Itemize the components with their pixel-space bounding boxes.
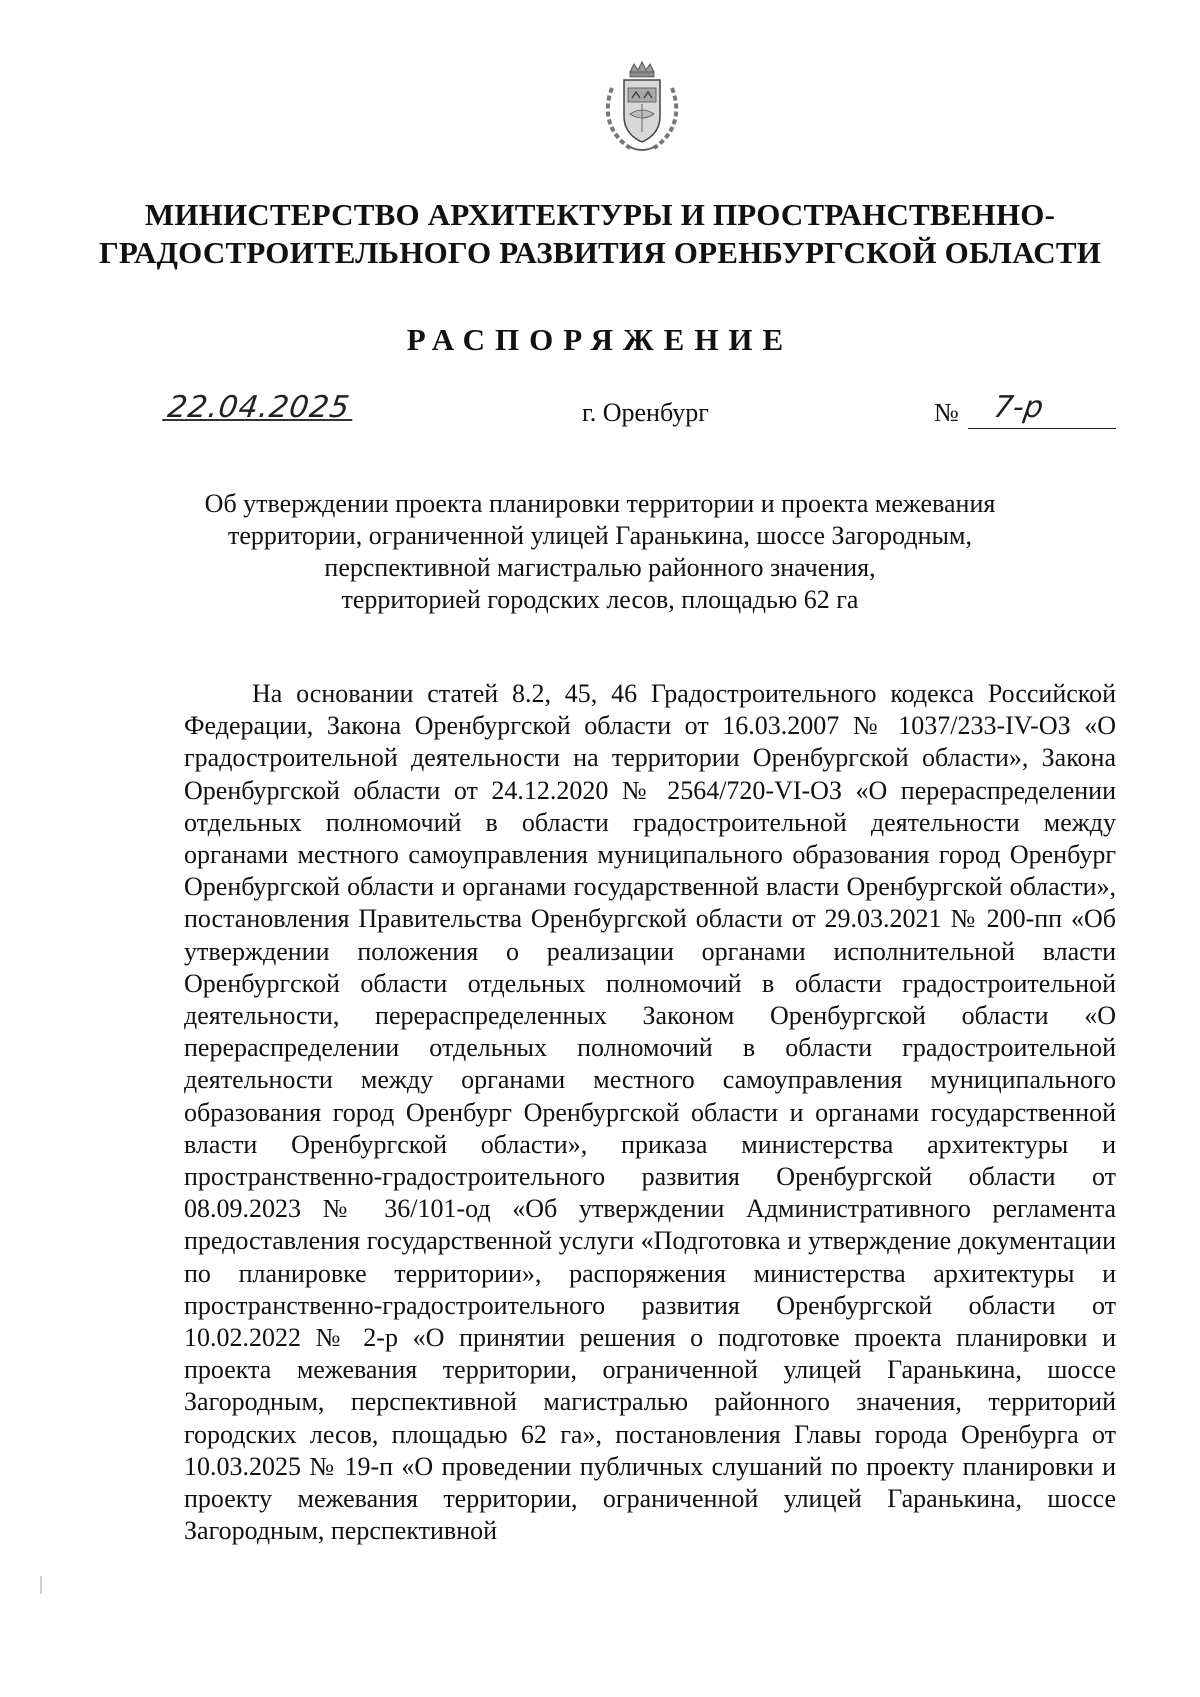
- subject-line-1: Об утверждении проекта планировки территории и проекта межевания: [204, 489, 996, 518]
- subject-line-3: перспективной магистралью районного значения,: [324, 553, 876, 582]
- document-city: г. Оренбург: [582, 398, 709, 427]
- subject-line-4: территорией городских лесов, площадью 62 га: [341, 585, 859, 614]
- document-date: 22.04.2025: [165, 390, 353, 425]
- ministry-title-line-1: МИНИСТЕРСТВО АРХИТЕКТУРЫ И ПРОСТРАНСТВЕННО-: [144, 197, 1056, 232]
- number-sign: №: [934, 398, 959, 427]
- body-paragraph: На основании статей 8.2, 45, 46 Градостроительного кодекса Российской Федерации, Закона Оренбургской области от 16.03.2007 № 1037/233-IV-ОЗ «О градостроительной деятельности на территории Оренбургской области», Закона Оренбургской области от 24.12.2020 № 2564/720-VI-ОЗ «О перераспределении отдельных полномочий в области градостроительной деятельности между органами местного самоуправления муниципального образования город Оренбург Оренбургской области и органами государственной власти Оренбургской области», постановления Правительства Оренбургской области от 29.03.2021 № 200-пп «Об утверждении положения о реализации органами исполнительной власти Оренбургской области отдельных полномочий в области градостроительной деятельности, перераспределенных Законом Оренбургской области «О перераспределении отдельных полномочий в области градостроительной деятельности между органами местного самоуправления муниципального образования город Оренбург Оренбургской области и органами государственной власти Оренбургской области», приказа министерства архитектуры и пространственно-градостроительного развития Оренбургской области от 08.09.2023 № 36/101-од «Об утверждении Административного регламента предоставления государственной услуги «Подготовка и утверждение документации по планировке территории», распоряжения министерства архитектуры и пространственно-градостроительного развития Оренбургской области от 10.02.2022 № 2-р «О принятии решения о подготовке проекта планировки и проекта межевания территории, ограниченной улицей Гаранькина, шоссе Загородным, перспективной магистралью районного значения, территорий городских лесов, площадью 62 га», постановления Главы города Оренбурга от 10.03.2025 № 19-п «О проведении публичных слушаний по проекту планировки и проекту межевания территории, ограниченной улицей Гаранькина, шоссе Загородным, перспективной: [184, 679, 1116, 1546]
- ministry-title-line-2: ГРАДОСТРОИТЕЛЬНОГО РАЗВИТИЯ ОРЕНБУРГСКОЙ ОБЛАСТИ: [98, 235, 1102, 270]
- number-underline: [968, 428, 1116, 429]
- ministry-title: [0, 196, 1200, 272]
- document-type-heading: РАСПОРЯЖЕНИЕ: [406, 322, 794, 357]
- document-number: 7-р: [991, 390, 1046, 425]
- subject-line-2: территории, ограниченной улицей Гаранькина, шоссе Загородным,: [228, 521, 972, 550]
- document-subject: [0, 488, 1200, 616]
- scan-artifact: [40, 1576, 42, 1594]
- coat-of-arms-icon: [600, 58, 684, 154]
- document-number-block: [934, 390, 1114, 430]
